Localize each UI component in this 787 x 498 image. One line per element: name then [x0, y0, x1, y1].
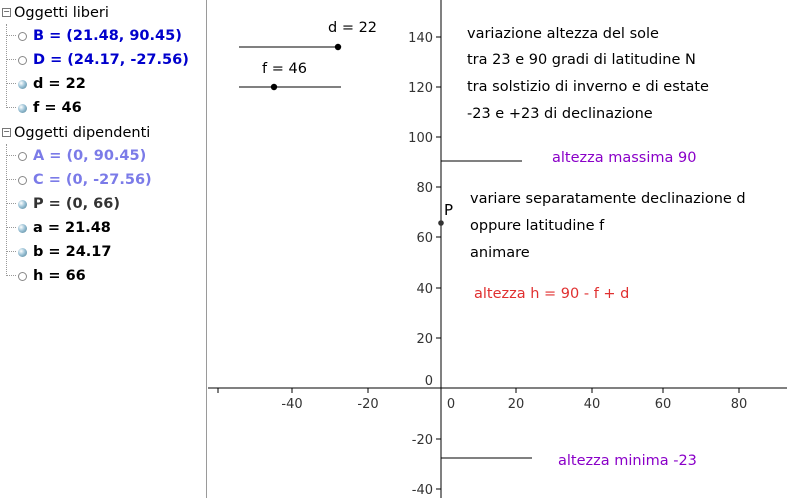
y-tick-label: -20 — [411, 433, 433, 448]
y-tick-label: 40 — [416, 282, 433, 297]
tree-connector — [6, 251, 16, 252]
tree-connector — [6, 59, 16, 60]
tree-connector — [6, 275, 16, 276]
x-tick-label: 60 — [654, 397, 672, 412]
tree-connector — [6, 155, 16, 156]
tree-connector — [6, 83, 16, 84]
tree-connector — [6, 179, 16, 180]
instruction-line-3: animare — [470, 245, 530, 261]
visibility-on-icon[interactable] — [18, 80, 27, 89]
tree-connector — [6, 227, 16, 228]
min-height-label: altezza minima -23 — [558, 453, 697, 469]
slider-f-knob[interactable] — [271, 84, 277, 90]
tree-connector — [6, 203, 16, 204]
x-tick-label: 40 — [583, 397, 601, 412]
point-P[interactable] — [438, 220, 444, 226]
y-tick-label: -40 — [411, 483, 433, 498]
algebra-item[interactable] — [6, 168, 152, 192]
visibility-off-icon[interactable] — [18, 272, 27, 281]
visibility-off-icon[interactable] — [18, 176, 27, 185]
algebra-item[interactable] — [6, 48, 189, 72]
max-height-label: altezza massima 90 — [552, 150, 697, 166]
algebra-item-text: D = (24.17, -27.56) — [33, 52, 189, 68]
y-tick-label: 80 — [416, 181, 433, 196]
algebra-item-text: h = 66 — [33, 268, 86, 284]
instruction-line-1: variare separatamente declinazione d — [470, 191, 746, 207]
algebra-item-text: d = 22 — [33, 76, 86, 92]
y-tick-label: 60 — [416, 231, 433, 246]
visibility-on-icon[interactable] — [18, 200, 27, 209]
visibility-on-icon[interactable] — [18, 104, 27, 113]
slider-f-label: f = 46 — [262, 61, 307, 77]
formula-label: altezza h = 90 - f + d — [474, 286, 630, 302]
y-tick-label: 140 — [408, 31, 433, 46]
dependent-objects-label: Oggetti dipendenti — [14, 125, 151, 141]
free-objects-label: Oggetti liberi — [14, 5, 109, 21]
point-P-label: P — [444, 201, 454, 219]
y-tick-label: 120 — [408, 81, 433, 96]
instruction-line-2: oppure latitudine f — [470, 218, 605, 234]
tree-connector — [6, 107, 16, 108]
y-tick-label: 20 — [416, 332, 433, 347]
algebra-item[interactable] — [6, 72, 86, 96]
algebra-item[interactable] — [6, 216, 111, 240]
dependent-objects-folder[interactable] — [0, 122, 150, 144]
slider-d-label: d = 22 — [328, 20, 378, 36]
algebra-item[interactable] — [6, 192, 120, 216]
y-tick-label: 100 — [408, 131, 433, 146]
algebra-item-text: B = (21.48, 90.45) — [33, 28, 182, 44]
visibility-on-icon[interactable] — [18, 224, 27, 233]
x-tick-label: 80 — [730, 397, 748, 412]
algebra-view — [0, 0, 207, 498]
algebra-item-text: C = (0, -27.56) — [33, 172, 152, 188]
collapse-toggle-icon[interactable]: − — [3, 126, 10, 136]
x-tick-label: -20 — [357, 397, 379, 412]
algebra-item-text: A = (0, 90.45) — [33, 148, 147, 164]
algebra-item-text: P = (0, 66) — [33, 196, 120, 212]
algebra-item[interactable] — [6, 96, 82, 120]
algebra-item[interactable] — [6, 240, 112, 264]
visibility-off-icon[interactable] — [18, 152, 27, 161]
x-tick-label: 0 — [446, 397, 456, 412]
info-line-4: -23 e +23 di declinazione — [467, 106, 653, 122]
collapse-toggle-icon[interactable]: − — [3, 6, 10, 16]
info-line-1: variazione altezza del sole — [467, 26, 659, 42]
visibility-off-icon[interactable] — [18, 32, 27, 41]
info-line-3: tra solstizio di inverno e di estate — [467, 79, 709, 95]
graphics-view[interactable] — [208, 0, 787, 498]
slider-d-knob[interactable] — [335, 44, 341, 50]
visibility-on-icon[interactable] — [18, 248, 27, 257]
visibility-off-icon[interactable] — [18, 56, 27, 65]
y-tick-label: 0 — [424, 374, 433, 389]
algebra-item[interactable] — [6, 144, 146, 168]
algebra-item[interactable] — [6, 24, 182, 48]
x-tick-label: -40 — [281, 397, 303, 412]
info-line-2: tra 23 e 90 gradi di latitudine N — [467, 52, 696, 68]
algebra-item-text: a = 21.48 — [33, 220, 111, 236]
algebra-item-text: f = 46 — [33, 100, 82, 116]
x-tick-label: 20 — [507, 397, 525, 412]
tree-connector — [6, 35, 16, 36]
algebra-item-text: b = 24.17 — [33, 244, 112, 260]
free-objects-folder[interactable] — [0, 2, 109, 24]
algebra-item[interactable] — [6, 264, 86, 288]
